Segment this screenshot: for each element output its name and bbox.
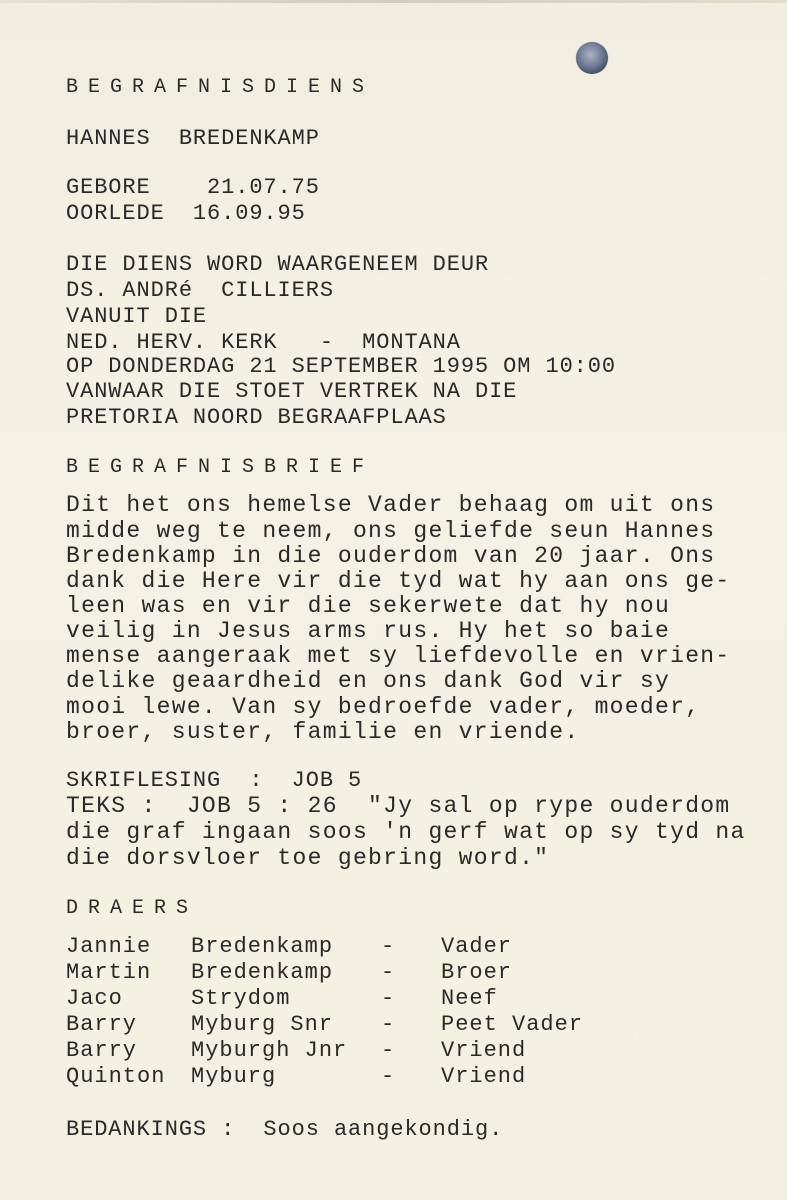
letter-line: veilig in Jesus arms rus. Hy het so baie bbox=[66, 618, 671, 644]
scripture-reading: SKRIFLESING : JOB 5 bbox=[66, 768, 363, 793]
deceased-name: HANNES BREDENKAMP bbox=[66, 126, 320, 151]
bearer-first-name: Jaco bbox=[66, 986, 123, 1011]
bearer-first-name: Barry bbox=[66, 1038, 138, 1063]
bearer-dash: - bbox=[381, 986, 396, 1011]
bearer-surname: Strydom bbox=[191, 986, 291, 1011]
letter-line: Bredenkamp in die ouderdom van 20 jaar. Ons bbox=[66, 543, 716, 569]
service-line: DS. ANDRé CILLIERS bbox=[66, 278, 334, 303]
service-line: VANWAAR DIE STOET VERTREK NA DIE bbox=[66, 379, 518, 404]
bearer-relation: Vader bbox=[441, 934, 513, 959]
paper-top-edge bbox=[0, 0, 787, 3]
letter-line: delike geaardheid en ons dank God vir sy bbox=[66, 668, 671, 694]
letter-heading: BEGRAFNISBRIEF bbox=[66, 456, 375, 479]
letter-line: Dit het ons hemelse Vader behaag om uit ons bbox=[66, 492, 716, 518]
bearer-dash: - bbox=[381, 1064, 396, 1089]
scripture-text-line: TEKS : JOB 5 : 26 "Jy sal op rype ouderdom bbox=[66, 793, 731, 819]
letter-line: mense aangeraak met sy liefdevolle en vrien- bbox=[66, 643, 731, 669]
bearer-dash: - bbox=[381, 960, 396, 985]
bearer-first-name: Quinton bbox=[66, 1064, 166, 1089]
service-line: VANUIT DIE bbox=[66, 304, 208, 329]
letter-line: mooi lewe. Van sy bedroefde vader, moeder, bbox=[66, 694, 701, 720]
bearer-surname: Myburg bbox=[191, 1064, 277, 1089]
bearer-first-name: Barry bbox=[66, 1012, 138, 1037]
scripture-text-line: die graf ingaan soos 'n gerf wat op sy tyd na bbox=[66, 819, 746, 845]
bearer-relation: Peet Vader bbox=[441, 1012, 584, 1037]
scripture-text-line: die dorsvloer toe gebring word." bbox=[66, 845, 550, 871]
service-line: DIE DIENS WORD WAARGENEEM DEUR bbox=[66, 252, 490, 277]
bearer-relation: Vriend bbox=[441, 1064, 527, 1089]
service-line: NED. HERV. KERK - MONTANA bbox=[66, 330, 461, 355]
service-line: OP DONDERDAG 21 SEPTEMBER 1995 OM 10:00 bbox=[66, 354, 616, 379]
bearer-surname: Bredenkamp bbox=[191, 960, 334, 985]
bearer-surname: Bredenkamp bbox=[191, 934, 334, 959]
bearer-relation: Broer bbox=[441, 960, 513, 985]
born-date: GEBORE 21.07.75 bbox=[66, 175, 320, 200]
thanks-line: BEDANKINGS : Soos aangekondig. bbox=[66, 1117, 504, 1142]
bearer-surname: Myburg Snr bbox=[191, 1012, 334, 1037]
bearer-dash: - bbox=[381, 1038, 396, 1063]
bearers-heading: DRAERS bbox=[66, 897, 199, 920]
letter-line: leen was en vir die sekerwete dat hy nou bbox=[66, 593, 671, 619]
letter-line: dank die Here vir die tyd wat hy aan ons ge- bbox=[66, 568, 731, 594]
bearer-relation: Neef bbox=[441, 986, 498, 1011]
died-date: OORLEDE 16.09.95 bbox=[66, 201, 306, 226]
letter-line: midde weg te neem, ons geliefde seun Hannes bbox=[66, 518, 716, 544]
bearer-relation: Vriend bbox=[441, 1038, 527, 1063]
bearer-dash: - bbox=[381, 1012, 396, 1037]
punch-hole bbox=[576, 42, 608, 74]
bearer-surname: Myburgh Jnr bbox=[191, 1038, 348, 1063]
letter-line: broer, suster, familie en vriende. bbox=[66, 719, 580, 745]
bearer-dash: - bbox=[381, 934, 396, 959]
document-heading: BEGRAFNISDIENS bbox=[66, 76, 375, 99]
bearer-first-name: Jannie bbox=[66, 934, 152, 959]
service-line: PRETORIA NOORD BEGRAAFPLAAS bbox=[66, 405, 447, 430]
bearer-first-name: Martin bbox=[66, 960, 152, 985]
